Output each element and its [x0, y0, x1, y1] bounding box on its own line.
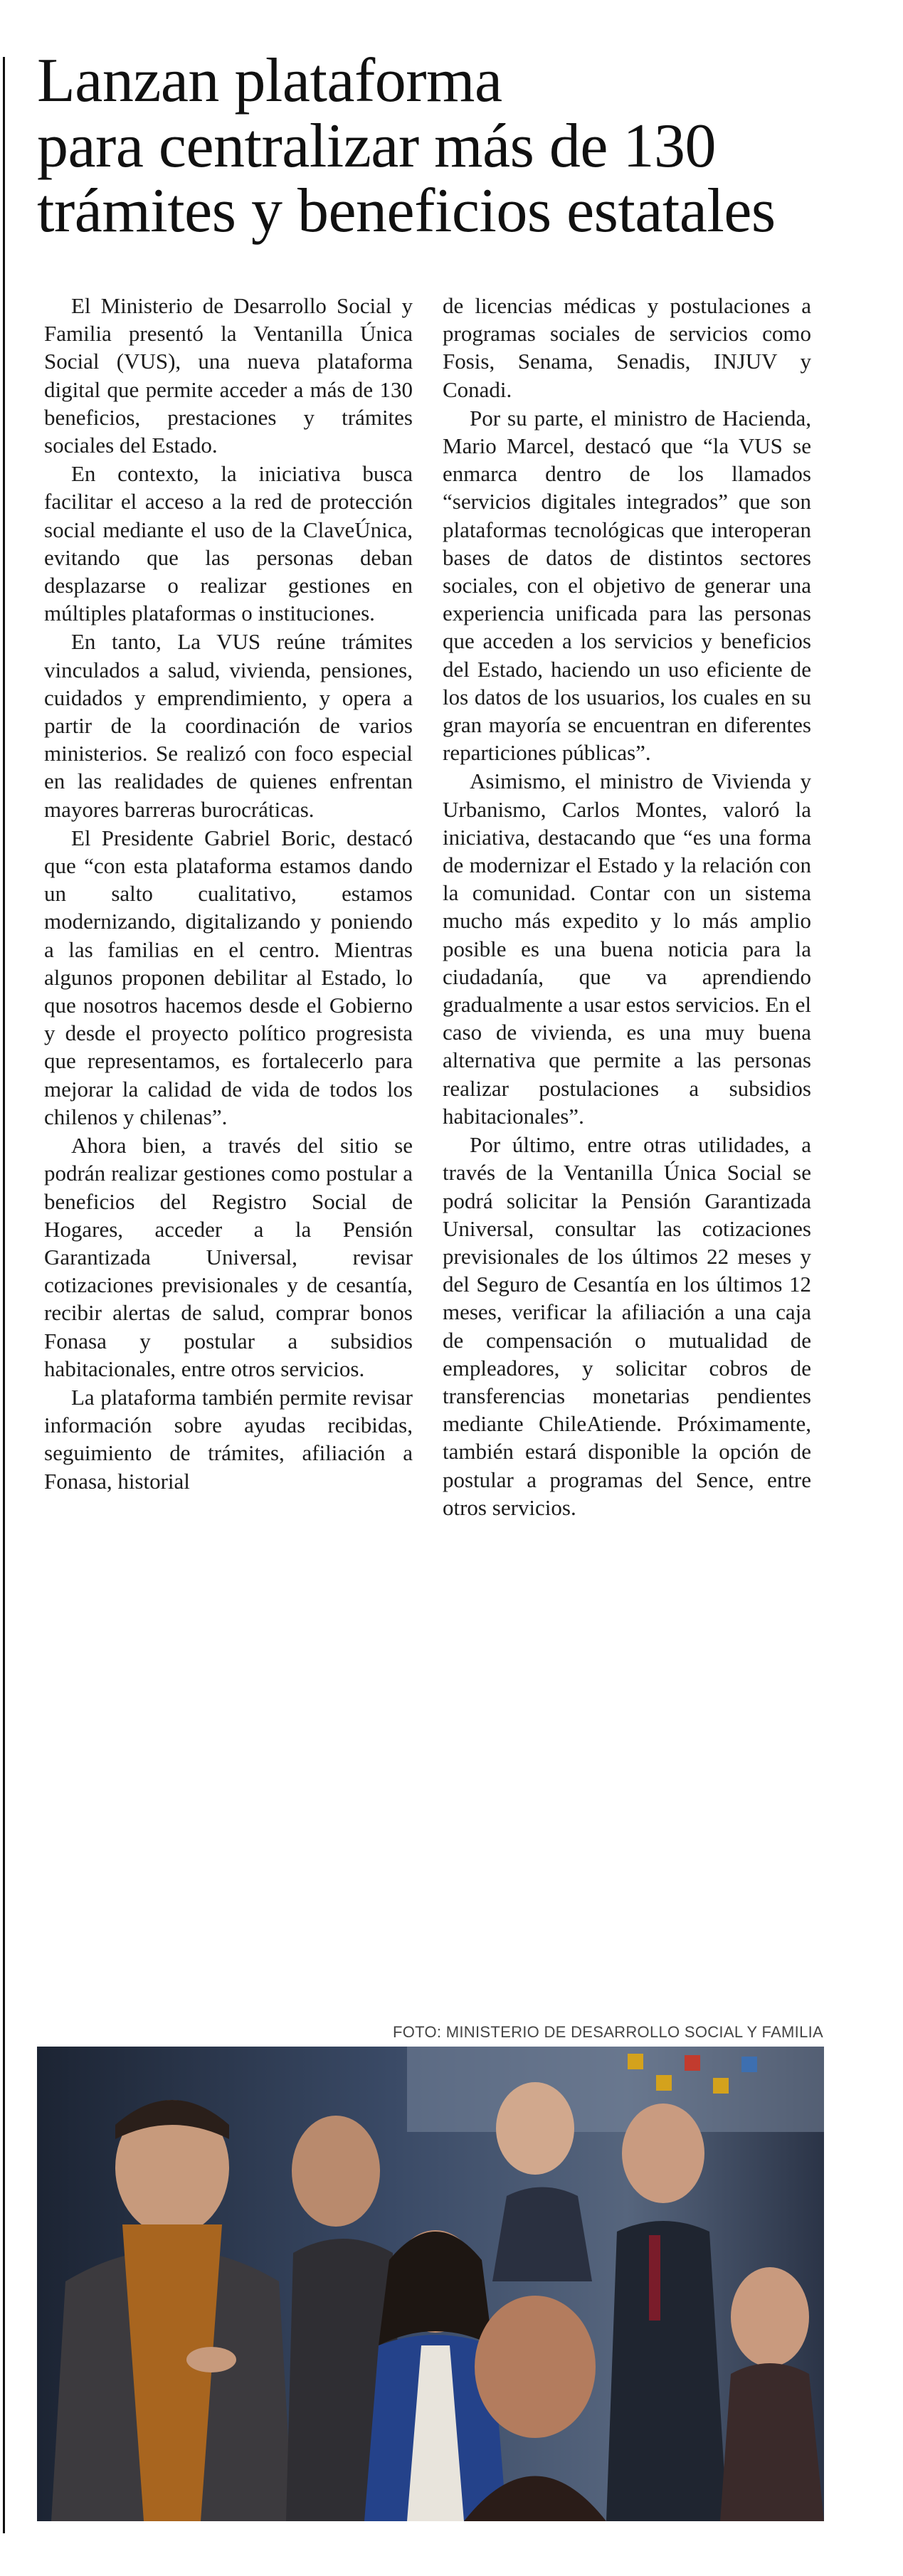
photo-credit: FOTO: MINISTERIO DE DESARROLLO SOCIAL Y FAMILIA: [393, 2023, 823, 2041]
article-column-right: [443, 292, 811, 1522]
paragraph: El Presidente Gabriel Boric, destacó que “con esta plataforma estamos dando un salto cualitativo, estamos modernizando, digitalizando y poniendo a las familias en el centro. Mientras algunos proponen debilitar al Estado, lo que nosotros hacemos desde el Gobierno y desde el proyecto político progresista que representamos, es fortalecerlo para mejorar la calidad de vida de todos los chilenos y chilenas”.: [44, 825, 413, 1129]
headline-line-1: Lanzan plataforma: [37, 46, 502, 115]
news-photo: [37, 2047, 824, 2521]
paragraph: Por su parte, el ministro de Hacienda, Mario Marcel, destacó que “la VUS se enmarca dentro de los llamados “servicios digitales integrados” que son plataformas tecnológicas que interoperan bases de datos de distintos sectores sociales, con el objetivo de generar una experiencia unificada para las personas que acceden a los servicios y beneficios del Estado, haciendo un uso eficiente de los datos de los usuarios, los cuales en su gran mayoría se encuentran en diferentes reparticiones públicas”.: [443, 405, 811, 766]
paragraph: Por último, entre otras utilidades, a través de la Ventanilla Única Social se podrá solicitar la Pensión Garantizada Universal, consultar las cotizaciones previsionales de los últimos 22 meses y del Seguro de Cesantía en los últimos 12 meses, verificar la afiliación a una caja de compensación o mutualidad de empleadores, y solicitar cobros de transferencias monetarias pendientes mediante ChileAtiende. Próximamente, también estará disponible la opción de postular a programas del Sence, entre otros servicios.: [443, 1132, 811, 1520]
paragraph: En tanto, La VUS reúne trámites vinculados a salud, vivienda, pensiones, cuidados y emprendimiento, y opera a partir de la coordinación de varios ministerios. Se realizó con foco especial en las realidades de quienes enfrentan mayores barreras burocráticas.: [44, 629, 413, 822]
paragraph: El Ministerio de Desarrollo Social y Familia presentó la Ventanilla Única Social (VUS), una nueva plataforma digital que permite acceder a más de 130 beneficios, prestaciones y trámites sociales del Estado.: [44, 293, 413, 458]
paragraph: Asimismo, el ministro de Vivienda y Urbanismo, Carlos Montes, valoró la iniciativa, destacando que “es una forma de modernizar el Estado y la relación con la comunidad. Contar con un sistema mucho más expedito y lo más amplio posible es una buena noticia para la ciudadanía, que va aprendiendo gradualmente a usar estos servicios. En el caso de vivienda, es una muy buena alternativa que permite a las personas realizar postulaciones a subsidios habitacionales”.: [443, 769, 811, 1129]
paragraph-continued: de licencias médicas y postulaciones a programas sociales de servicios como Fosis, Senama, Senadis, INJUV y Conadi.: [443, 293, 811, 402]
paragraph: La plataforma también permite revisar información sobre ayudas recibidas, seguimiento de trámites, afiliación a Fonasa, historial: [44, 1384, 413, 1494]
paragraph: Ahora bien, a través del sitio se podrán realizar gestiones como postular a beneficios del Registro Social de Hogares, acceder a la Pensión Garantizada Universal, revisar cotizaciones previsionales y de cesantía, recibir alertas de salud, comprar bonos Fonasa y postular a subsidios habitacionales, entre otros servicios.: [44, 1133, 413, 1381]
paragraph: En contexto, la iniciativa busca facilitar el acceso a la red de protección social mediante el uso de la ClaveÚnica, evitando que las personas deban desplazarse o realizar gestiones en múltiples plataformas o instituciones.: [44, 461, 413, 626]
headline-line-2: para centralizar más de 130: [37, 111, 716, 181]
photo-illustration: [37, 2047, 824, 2521]
column-rule: [3, 57, 5, 2533]
article-column-left: [44, 292, 413, 1496]
headline-line-3: trámites y beneficios estatales: [37, 176, 776, 246]
headline: [37, 48, 877, 244]
